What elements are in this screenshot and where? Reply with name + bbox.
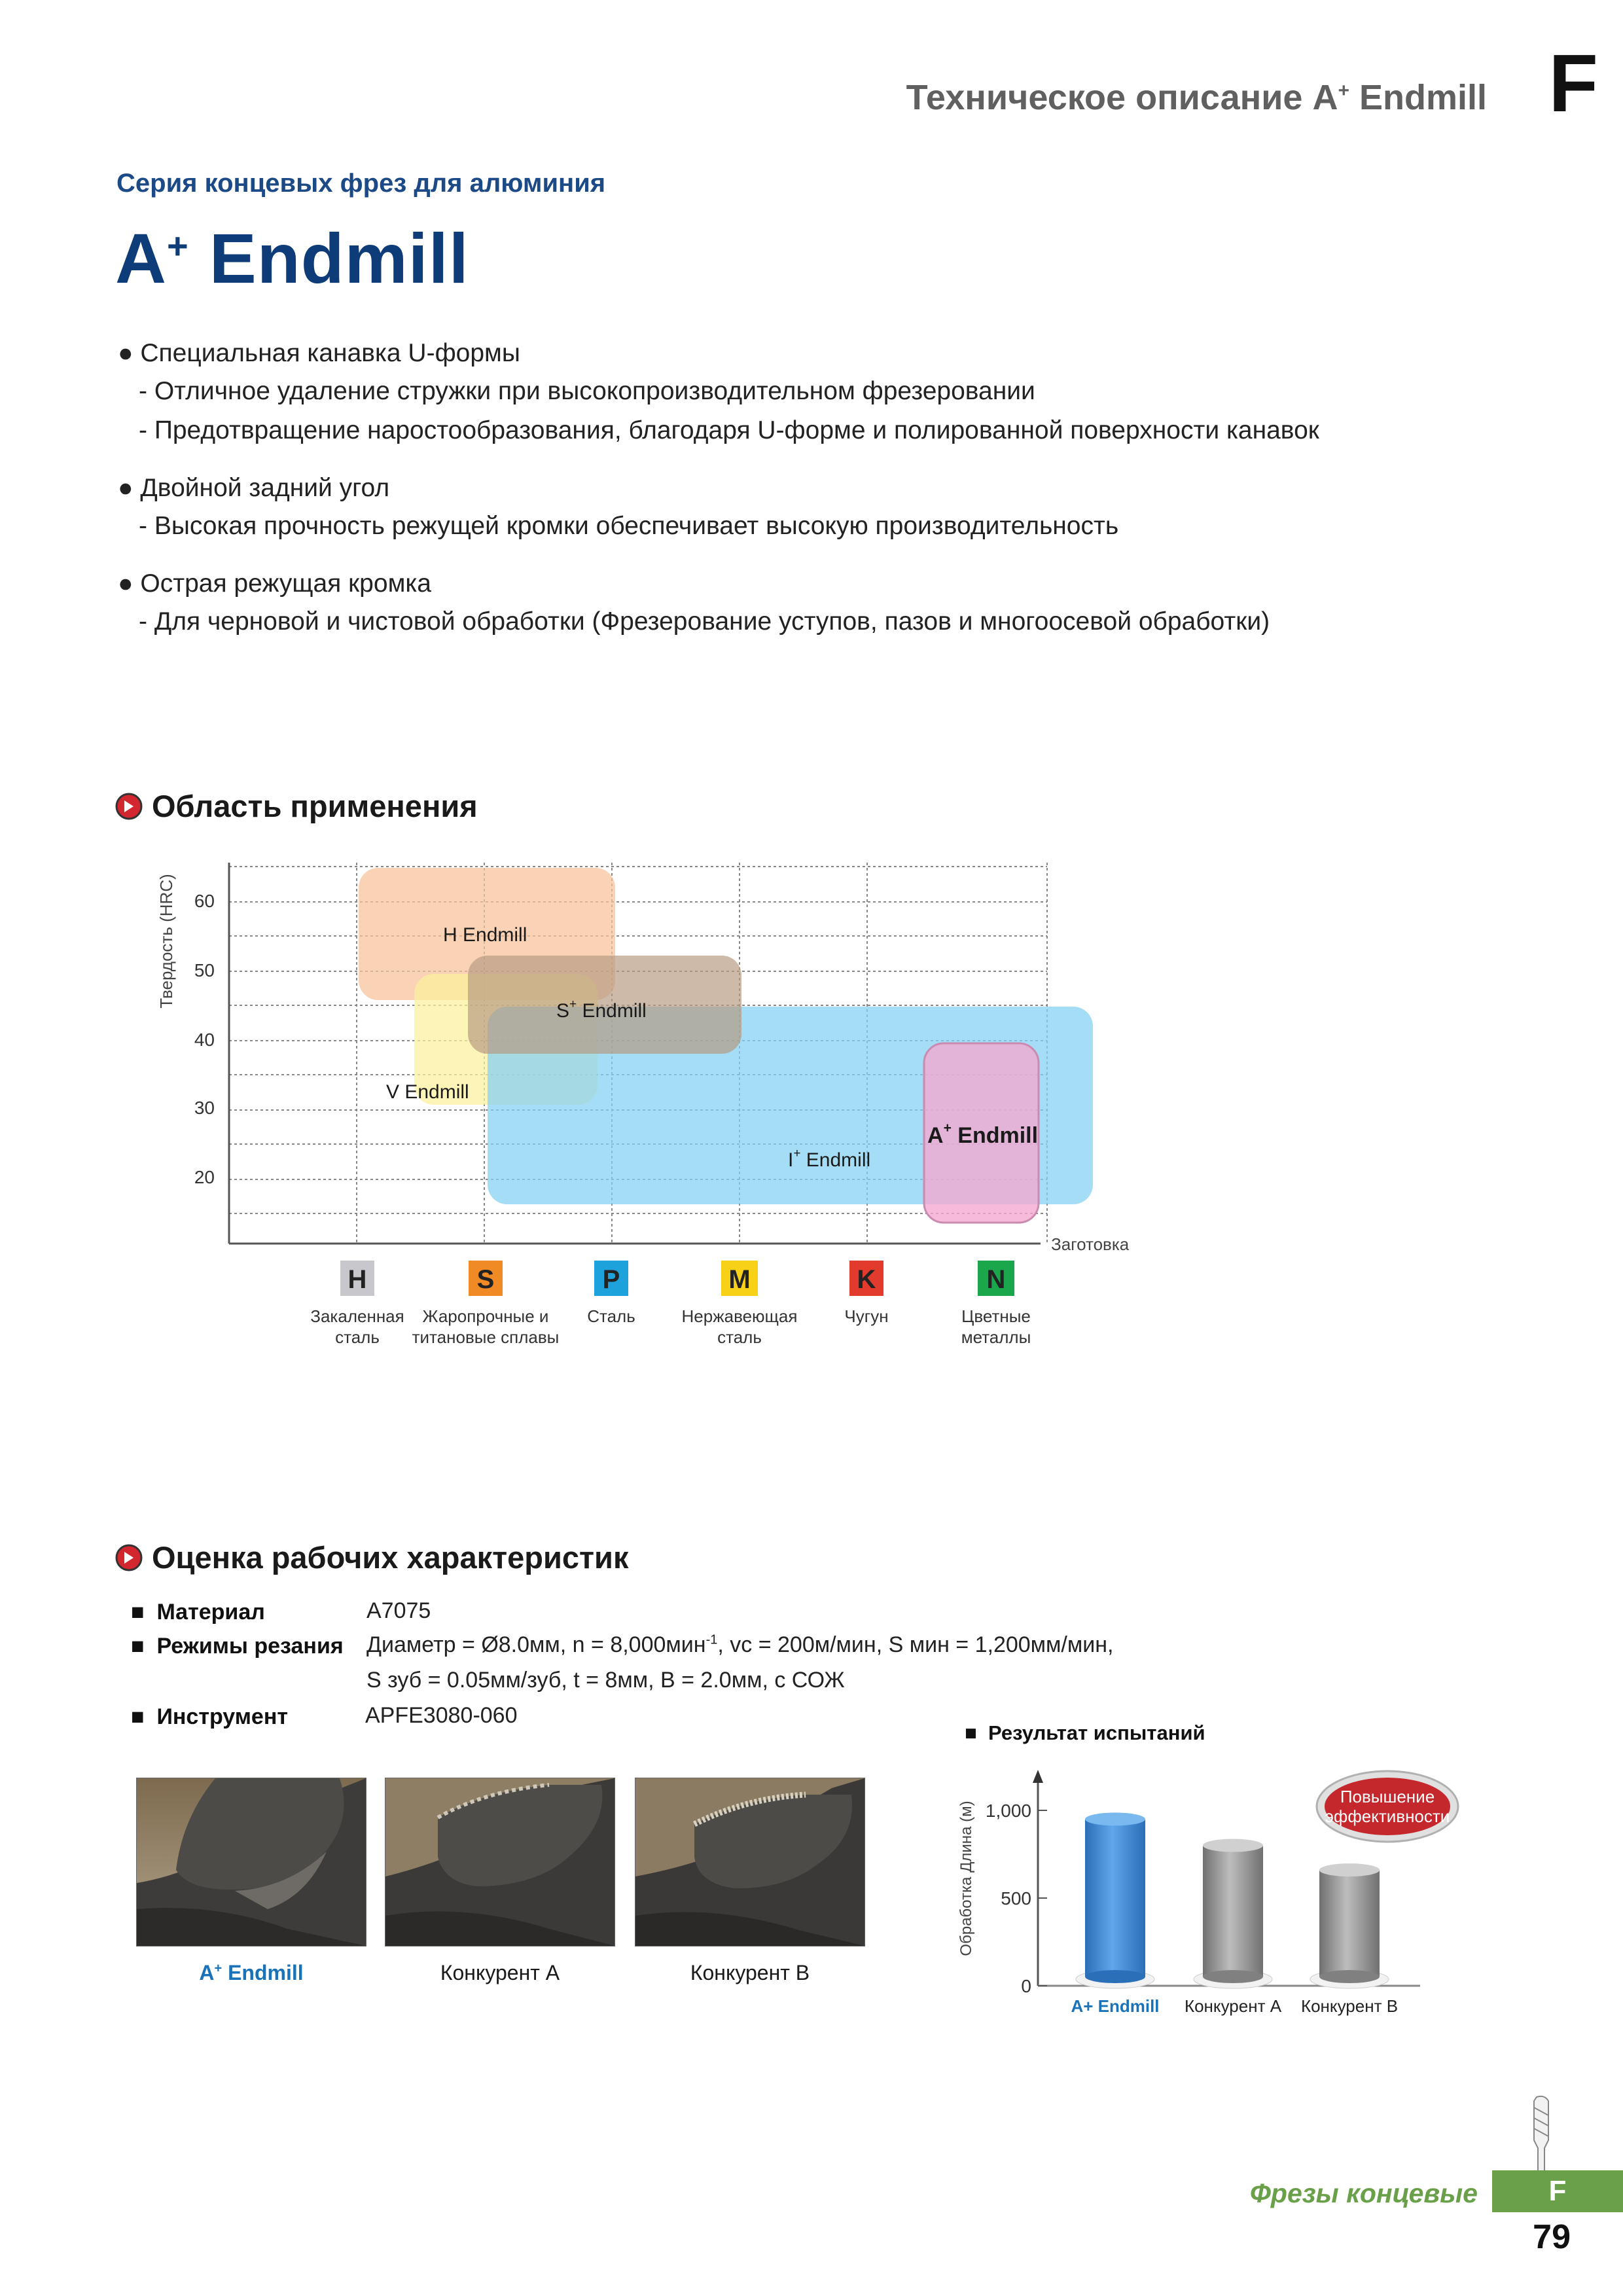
header-title-sup: + — [1338, 80, 1349, 101]
region-label-a-end: Endmill — [951, 1123, 1039, 1148]
application-chart — [98, 843, 1145, 1367]
feature-item — [118, 565, 1427, 641]
material-badge-n — [978, 1261, 1014, 1296]
photo-caption — [382, 1961, 618, 1985]
y-tick-label: 0 — [1021, 1976, 1031, 1996]
photo-caption — [632, 1961, 868, 1985]
product-title-sup: + — [167, 225, 189, 266]
category-label: A+ Endmill — [1071, 1996, 1160, 2016]
y-tick-label: 30 — [194, 1098, 215, 1118]
material-badge-k — [849, 1261, 883, 1296]
photo-caption-text: A — [199, 1961, 215, 1984]
section-letter: F — [1548, 39, 1598, 129]
bar — [1203, 1846, 1263, 1977]
series-subtitle: Серия концевых фрез для алюминия — [116, 169, 606, 198]
badge-line: эффективности — [1325, 1806, 1450, 1826]
cutting-modes-sup: -1 — [705, 1632, 718, 1647]
material-code-k: K — [857, 1265, 876, 1294]
region-label-s-end: Endmill — [577, 1000, 647, 1022]
material-code-p: P — [602, 1265, 620, 1294]
material-badge-s — [469, 1261, 503, 1296]
bar-top — [1319, 1863, 1380, 1876]
feature-heading: ● Специальная канавка U-формы — [118, 339, 520, 367]
footer-section-tab: F — [1492, 2170, 1623, 2212]
material-label: Цветные — [961, 1306, 1031, 1326]
material-badge-m — [721, 1261, 758, 1296]
bar-bottom — [1085, 1970, 1145, 1983]
application-section-title — [115, 788, 478, 824]
y-tick-label: 500 — [1001, 1888, 1031, 1909]
product-title — [115, 217, 469, 299]
photo-caption-sup: + — [214, 1961, 223, 1976]
material-label: Чугун — [844, 1306, 889, 1326]
material-badge-h — [340, 1261, 374, 1296]
material-badge-p — [594, 1261, 628, 1296]
category-label: Конкурент B — [1300, 1996, 1399, 2016]
bar — [1319, 1870, 1380, 1977]
results-y-label: Обработка Длина (м) — [957, 1801, 975, 1956]
bar-top — [1203, 1839, 1263, 1852]
y-axis-arrow-icon — [1033, 1770, 1043, 1783]
bar — [1085, 1819, 1145, 1977]
page-header-title — [906, 77, 1487, 118]
cutting-modes-line1 — [366, 1632, 1113, 1658]
page-number: 79 — [1533, 2218, 1571, 2256]
results-title-text: Результат испытаний — [988, 1721, 1205, 1744]
efficiency-badge — [1317, 1771, 1458, 1842]
material-label-text: Материал — [156, 1600, 265, 1624]
material-label: ■ Материал — [131, 1600, 265, 1624]
y-tick-label: 1,000 — [985, 1801, 1031, 1821]
region-label-i-main: I — [788, 1149, 794, 1171]
material-label: сталь — [335, 1327, 380, 1347]
region-label-h: H Endmill — [443, 924, 527, 946]
y-tick-label: 40 — [194, 1030, 215, 1050]
region-label-a-sup: + — [943, 1121, 952, 1136]
performance-title-text: Оценка рабочих характеристик — [152, 1540, 629, 1575]
section-arrow-icon — [115, 1544, 143, 1571]
application-regions — [359, 868, 1093, 1223]
region-label-s-sup: + — [569, 997, 577, 1011]
cutting-modes-label: ■ Режимы резания — [131, 1634, 344, 1659]
cutting-modes-label-text: Режимы резания — [156, 1634, 344, 1659]
material-label: сталь — [717, 1327, 762, 1347]
material-code-n: N — [986, 1265, 1006, 1294]
region-label-i-end: Endmill — [800, 1149, 871, 1171]
category-label: Конкурент A — [1184, 1996, 1282, 2016]
tool-label-text: Инструмент — [156, 1704, 289, 1729]
feature-detail: - Предотвращение наростообразования, благодаря U-форме и полированной поверхности канавок — [139, 416, 1319, 444]
badge-line: Повышение — [1340, 1787, 1435, 1806]
cutting-modes-text: Диаметр = Ø8.0мм, n = 8,000мин — [366, 1632, 706, 1657]
material-code-s: S — [476, 1265, 495, 1294]
region-label-a-main: A — [927, 1123, 944, 1148]
cutting-modes-line2: S зуб = 0.05мм/зуб, t = 8мм, B = 2.0мм, с СОЖ — [366, 1668, 845, 1693]
material-label: Нержавеющая — [681, 1306, 798, 1326]
feature-item — [118, 335, 1427, 450]
performance-section-title — [115, 1539, 628, 1575]
material-label: Закаленная — [310, 1306, 404, 1326]
application-title-text: Область применения — [152, 789, 478, 823]
feature-heading: ● Острая режущая кромка — [118, 569, 431, 598]
feature-list — [118, 335, 1427, 661]
bar-bottom — [1203, 1970, 1263, 1983]
results-bar-chart — [949, 1761, 1486, 2036]
region-label-i-sup: + — [793, 1147, 801, 1160]
tool-label: ■ Инструмент — [131, 1704, 289, 1729]
cutting-modes-text: , vc = 200м/мин, S мин = 1,200мм/мин, — [717, 1632, 1114, 1657]
material-label: металлы — [961, 1327, 1031, 1347]
bar-bottom — [1319, 1970, 1380, 1983]
edge-photo-a-endmill — [136, 1778, 366, 1946]
feature-heading: ● Двойной задний угол — [118, 474, 390, 502]
feature-item — [118, 470, 1427, 546]
material-code-m: M — [728, 1265, 751, 1294]
section-arrow-icon — [115, 793, 143, 820]
results-title: ■ Результат испытаний — [965, 1721, 1205, 1744]
product-title-end: Endmill — [188, 219, 469, 298]
header-title-end: Endmill — [1349, 78, 1487, 117]
region-label-s-main: S — [556, 1000, 570, 1022]
endmill-icon — [1525, 2094, 1558, 2173]
footer-category: Фрезы концевые — [1249, 2178, 1478, 2208]
edge-photo-competitor-b — [635, 1778, 865, 1946]
tool-value: APFE3080-060 — [365, 1703, 518, 1728]
product-title-text: A — [115, 219, 167, 298]
material-label: титановые сплавы — [412, 1327, 560, 1347]
chart-y-label: Твердость (HRC) — [156, 874, 176, 1009]
material-code-h: H — [348, 1265, 367, 1294]
y-tick-label: 20 — [194, 1167, 215, 1187]
feature-detail: - Отличное удаление стружки при высокопроизводительном фрезеровании — [139, 377, 1035, 405]
region-label-i — [788, 1147, 870, 1171]
feature-detail: - Для черновой и чистовой обработки (Фрезерование уступов, пазов и многоосевой обработки) — [139, 607, 1270, 636]
material-value: A7075 — [366, 1598, 431, 1623]
chart-x-label: Заготовка — [1051, 1234, 1130, 1254]
y-tick-label: 60 — [194, 891, 215, 911]
header-title-text: Техническое описание A — [906, 78, 1338, 117]
bar-top — [1085, 1812, 1145, 1825]
material-label: Сталь — [587, 1306, 635, 1326]
photo-caption-text: Конкурент B — [690, 1961, 810, 1984]
feature-detail: - Высокая прочность режущей кромки обеспечивает высокую производительность — [139, 512, 1119, 540]
material-label: Жаропрочные и — [422, 1306, 549, 1326]
y-tick-label: 50 — [194, 960, 215, 980]
region-label-v: V Endmill — [386, 1081, 469, 1103]
photo-caption-end: Endmill — [222, 1961, 304, 1984]
photo-caption-text: Конкурент A — [440, 1961, 560, 1984]
edge-photo-competitor-a — [385, 1778, 615, 1946]
photo-caption — [134, 1961, 369, 1985]
